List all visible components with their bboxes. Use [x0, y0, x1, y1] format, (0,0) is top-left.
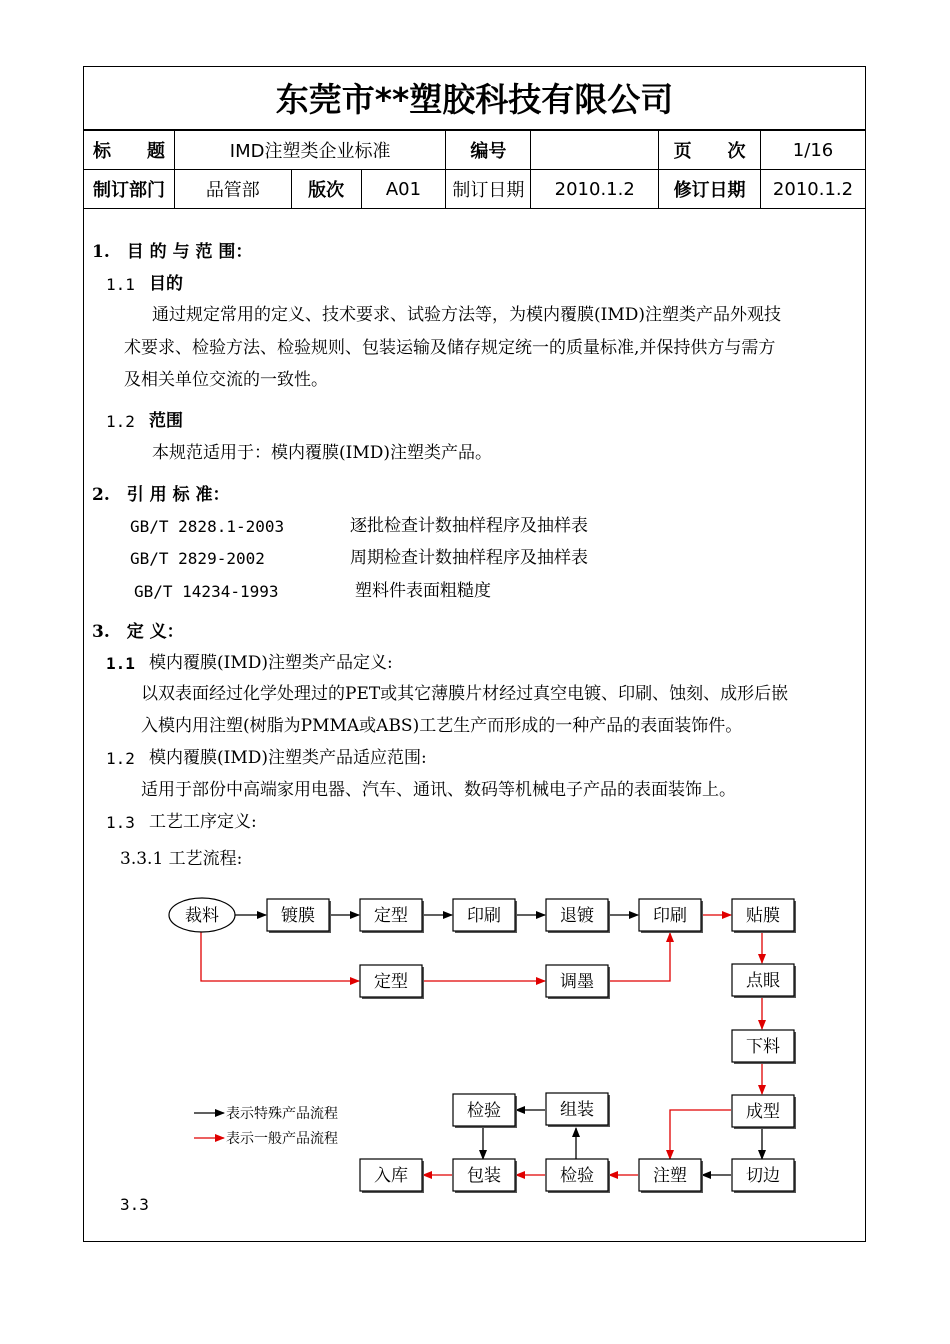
section-1-2-title: 范围 [149, 411, 183, 431]
svg-text:组装: 组装 [560, 1100, 594, 1120]
flow-node-inspect2 [546, 1159, 610, 1193]
section-1-1-text-line3: 及相关单位交流的一致性。 [124, 370, 328, 390]
issue-date-label: 制订日期 [446, 170, 531, 209]
title-value: IMD注塑类企业标准 [174, 131, 445, 170]
flow-node-plate [267, 899, 331, 933]
number-label: 编号 [446, 131, 531, 170]
page-value: 1/16 [761, 131, 866, 170]
section-1-1-text-line1: 通过规定常用的定义、技术要求、试验方法等，为模内覆膜(IMD)注塑类产品外观技 [152, 305, 782, 325]
flow-node-store [360, 1159, 424, 1193]
svg-text:成型: 成型 [746, 1102, 780, 1122]
section-2-heading: 2. 引 用 标 准： [92, 485, 230, 505]
svg-text:调墨: 调墨 [560, 972, 594, 992]
legend-black-label: 表示特殊产品流程 [226, 1106, 338, 1122]
flow-node-assemble [546, 1093, 610, 1127]
svg-text:包装: 包装 [467, 1166, 501, 1186]
dept-label: 制订部门 [84, 170, 175, 209]
process-flow-subheading: 3.3.1 工艺流程: [120, 849, 243, 869]
definition-1-number: 1.1 [106, 654, 135, 673]
reference-code: GB/T 2829-2002 [130, 549, 265, 568]
flow-node-deplate [546, 899, 610, 933]
reference-name: 周期检查计数抽样程序及抽样表 [350, 548, 588, 568]
reference-name: 逐批检查计数抽样程序及抽样表 [350, 516, 588, 536]
reference-name: 塑料件表面粗糙度 [355, 581, 491, 601]
title-label: 标 题 [84, 131, 175, 170]
flow-node-cut [169, 898, 235, 932]
definition-1-text-line2: 入模内用注塑(树脂为PMMA或ABS)工艺生产而形成的一种产品的表面装饰件。 [141, 716, 743, 736]
definition-2-number: 1.2 [106, 749, 135, 768]
flow-node-inspect1 [453, 1094, 517, 1128]
flow-node-blank [732, 1030, 796, 1064]
section-3-3-number: 3.3 [120, 1195, 149, 1214]
svg-text:贴膜: 贴膜 [746, 906, 780, 926]
reference-code: GB/T 14234-1993 [134, 582, 279, 601]
svg-text:退镀: 退镀 [560, 906, 594, 926]
flow-node-ink [546, 965, 610, 999]
version-label: 版次 [291, 170, 361, 209]
svg-text:切边: 切边 [746, 1166, 780, 1186]
reference-code: GB/T 2828.1-2003 [130, 517, 285, 536]
section-1-1-number: 1.1 [106, 275, 135, 294]
section-3-heading: 3. 定 义： [92, 622, 184, 642]
flow-node-print1 [453, 899, 517, 933]
flow-node-punch [732, 964, 796, 998]
svg-text:裁料: 裁料 [185, 906, 219, 926]
flow-node-form [732, 1095, 796, 1129]
flow-legend [194, 1105, 338, 1147]
svg-text:定型: 定型 [374, 906, 408, 926]
flow-node-film [732, 899, 796, 933]
flow-node-shape1 [360, 899, 424, 933]
section-1-1-text-line2: 术要求、检验方法、检验规则、包装运输及储存规定统一的质量标准,并保持供方与需方 [124, 338, 776, 358]
definition-1-title: 模内覆膜(IMD)注塑类产品定义: [149, 653, 393, 673]
svg-text:印刷: 印刷 [467, 906, 501, 926]
company-name: 东莞市**塑胶科技有限公司 [83, 66, 866, 130]
svg-text:印刷: 印刷 [653, 906, 687, 926]
issue-date-value: 2010.1.2 [531, 170, 659, 209]
svg-text:入库: 入库 [374, 1166, 408, 1186]
page-label: 页 次 [659, 131, 761, 170]
definition-1-text-line1: 以双表面经过化学处理过的PET或其它薄膜片材经过真空电镀、印刷、蚀刻、成形后嵌 [141, 684, 789, 704]
svg-text:下料: 下料 [746, 1037, 780, 1057]
revise-date-label: 修订日期 [659, 170, 761, 209]
dept-value: 品管部 [174, 170, 291, 209]
flow-node-shape2 [360, 965, 424, 999]
definition-2-title: 模内覆膜(IMD)注塑类产品适应范围: [149, 748, 427, 768]
definition-3-number: 1.3 [106, 813, 135, 832]
flow-node-inject [639, 1159, 703, 1193]
flow-node-print2 [639, 899, 703, 933]
version-value: A01 [361, 170, 446, 209]
revise-date-value: 2010.1.2 [761, 170, 866, 209]
svg-text:注塑: 注塑 [653, 1166, 687, 1186]
svg-text:检验: 检验 [467, 1101, 501, 1121]
svg-text:点眼: 点眼 [746, 971, 780, 991]
section-1-2-number: 1.2 [106, 412, 135, 431]
svg-text:检验: 检验 [560, 1166, 594, 1186]
section-1-1-title: 目的 [149, 274, 183, 294]
flow-node-pack [453, 1159, 517, 1193]
svg-text:定型: 定型 [374, 972, 408, 992]
definition-2-text: 适用于部份中高端家用电器、汽车、通讯、数码等机械电子产品的表面装饰上。 [141, 780, 736, 800]
svg-text:镀膜: 镀膜 [281, 906, 315, 926]
section-1-heading: 1. 目 的 与 范 围： [92, 242, 253, 262]
flow-node-trim [732, 1159, 796, 1193]
legend-red-label: 表示一般产品流程 [226, 1131, 338, 1147]
section-1-2-text: 本规范适用于：模内覆膜(IMD)注塑类产品。 [152, 443, 493, 463]
definition-3-title: 工艺工序定义: [149, 812, 257, 832]
